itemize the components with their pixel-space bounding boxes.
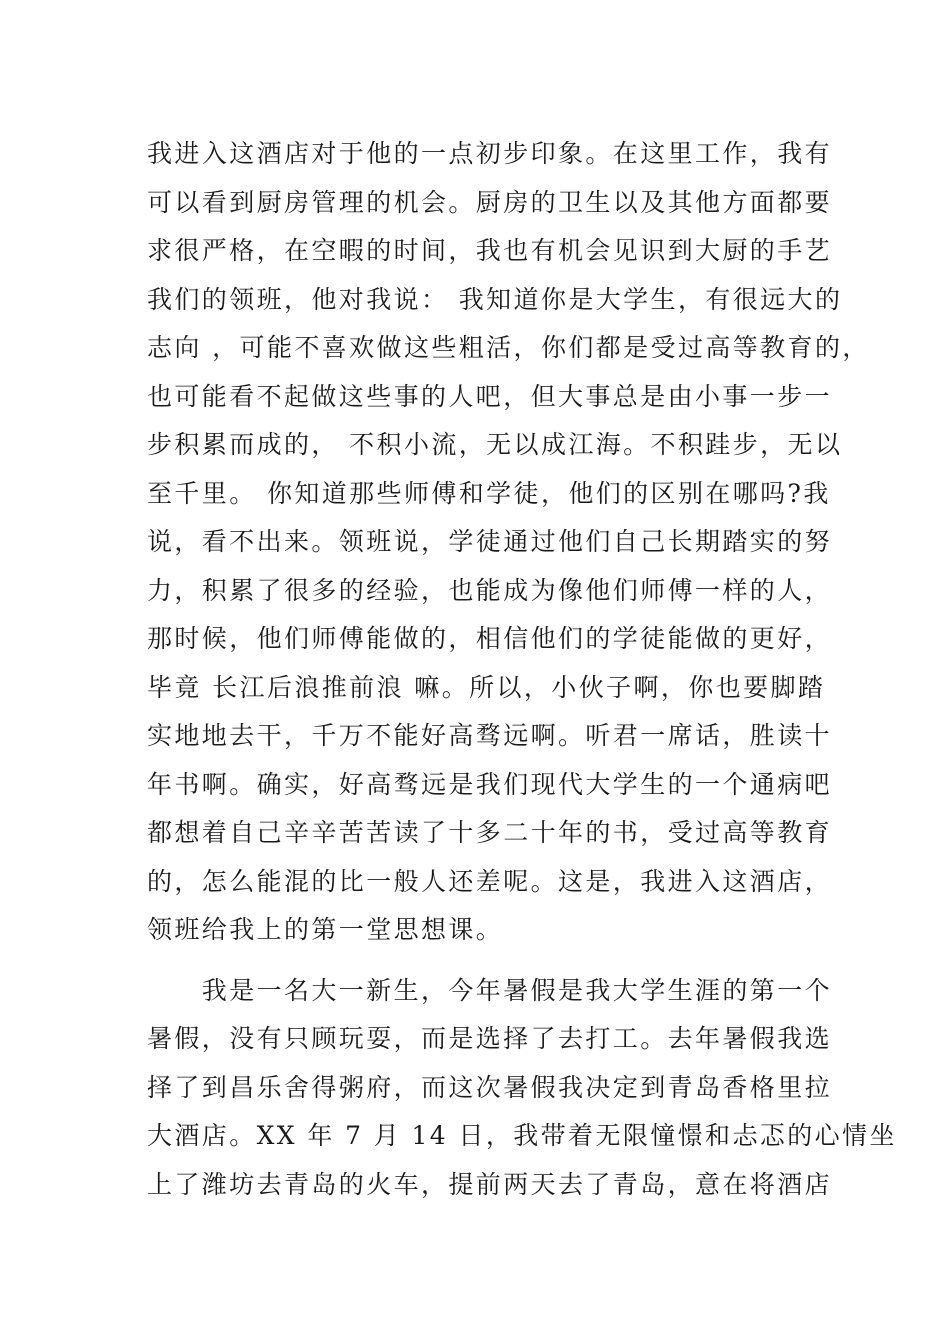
text-line: 可以看到厨房管理的机会。厨房的卫生以及其他方面都要 xyxy=(147,187,833,217)
text-line: 志向 ，可能不喜欢做这些粗活，你们都是受过高等教育的， xyxy=(147,333,870,362)
text-line: 实地地去干，千万不能好高骛远啊。听君一席话，胜读十 xyxy=(147,721,833,750)
text-line: 择了到昌乐舍得粥府，而这次暑假我决定到青岛香格里拉 xyxy=(147,1072,833,1102)
text-line: 至千里。 你知道那些师傅和学徒，他们的区别在哪吗?我 xyxy=(147,478,831,508)
text-line: 步积累而成的， 不积小流，无以成江海。不积跬步，无以 xyxy=(147,430,843,459)
text-line: 我是一名大一新生，今年暑假是我大学生涯的第一个 xyxy=(147,975,833,1005)
text-line: 我进入这酒店对于他的一点初步印象。在这里工作，我有 xyxy=(147,139,833,168)
paragraph-2 xyxy=(147,967,897,1210)
text-line: 那时候，他们师傅能做的，相信他们的学徒能做的更好， xyxy=(147,624,833,653)
text-line: 的，怎么能混的比一般人还差呢。这是，我进入这酒店， xyxy=(147,866,833,896)
text-line: 说，看不出来。领班说，学徒通过他们自己长期踏实的努 xyxy=(147,527,833,556)
text-line: 上了潍坊去青岛的火车，提前两天去了青岛，意在将酒店 xyxy=(147,1169,833,1199)
text-line: 都想着自己辛辛苦苦读了十多二十年的书，受过高等教育 xyxy=(147,818,833,847)
text-line: 求很严格，在空暇的时间，我也有机会见识到大厨的手艺 xyxy=(147,236,833,265)
text-line: 我们的领班，他对我说： 我知道你是大学生，有很远大的 xyxy=(147,284,843,314)
text-line: 力，积累了很多的经验，也能成为像他们师傅一样的人， xyxy=(147,575,833,605)
paragraph-spacer xyxy=(147,955,827,967)
text-line: 年书啊。确实，好高骛远是我们现代大学生的一个通病吧 xyxy=(147,769,833,799)
body-text xyxy=(147,130,897,1209)
text-line: 暑假，没有只顾玩耍，而是选择了去打工。去年暑假我选 xyxy=(147,1024,833,1053)
text-line: 也可能看不起做这些事的人吧，但大事总是由小事一步一 xyxy=(147,381,833,411)
text-line: 领班给我上的第一堂思想课。 xyxy=(147,915,504,944)
text-line: 大酒店。XX 年 7 月 14 日，我带着无限憧憬和忐忑的心情坐 xyxy=(147,1121,897,1150)
paragraph-1 xyxy=(147,130,870,955)
text-line: 毕竟 长江后浪推前浪 嘛。所以，小伙子啊，你也要脚踏 xyxy=(147,672,826,702)
